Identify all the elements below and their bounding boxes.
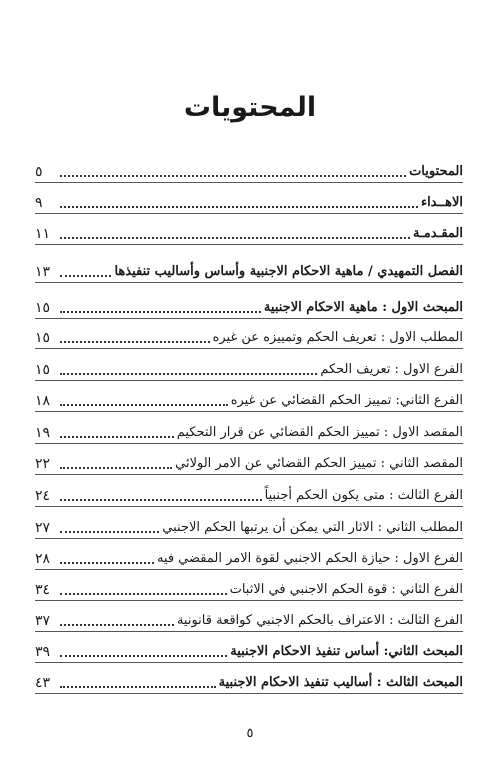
page-title: المحتويات — [183, 92, 317, 123]
toc-leader — [60, 373, 317, 375]
divider — [35, 600, 463, 601]
divider — [35, 506, 463, 507]
toc-leader — [60, 593, 227, 595]
toc-entry[interactable] — [35, 419, 489, 441]
toc-leader — [60, 467, 172, 469]
toc-leader — [60, 175, 406, 177]
toc-entry-label: المحتويات — [409, 164, 463, 179]
toc-entry-label: المطلب الاول : تعريف الحكم وتمييزه عن غيره — [212, 330, 463, 345]
toc-entry[interactable] — [35, 450, 489, 472]
toc-leader — [60, 624, 174, 626]
page-number: ٥ — [246, 726, 254, 741]
toc-entry-page: ١٣ — [35, 264, 51, 280]
toc-leader — [60, 686, 216, 688]
toc-leader — [60, 404, 228, 406]
toc-leader — [60, 311, 261, 313]
toc-entry[interactable] — [35, 669, 463, 691]
divider — [35, 538, 463, 539]
toc-entry-page: ٢٨ — [35, 551, 51, 567]
toc-entry-label: الفرع الثالث : متى يكون الحكم أجنبياً — [264, 488, 463, 503]
divider — [35, 631, 463, 632]
toc-entry-page: ٢٧ — [35, 520, 51, 536]
toc-entry-label: الفرع الثاني : قوة الحكم الاجنبي في الاثبات — [229, 582, 463, 597]
toc-entry-label: الفرع الاول : تعريف الحكم — [320, 362, 463, 377]
toc-entry[interactable] — [35, 220, 463, 242]
toc-entry[interactable] — [35, 482, 489, 504]
toc-entry[interactable] — [35, 158, 463, 180]
toc-entry-page: ٥ — [35, 164, 43, 180]
toc-entry[interactable] — [35, 545, 489, 567]
toc-entry-page: ١٥ — [35, 300, 51, 316]
divider — [35, 693, 463, 694]
toc-entry-label: المبحث الثالث : أساليب تنفيذ الاحكام الاجنبية — [218, 675, 463, 690]
toc-leader — [60, 206, 418, 208]
toc-entry-label: المطلب الثاني : الاثار التي يمكن أن يرتبها الحكم الاجنبي — [162, 520, 463, 535]
toc-leader — [60, 237, 410, 239]
toc-entry[interactable] — [35, 294, 463, 316]
divider — [35, 569, 463, 570]
toc-entry[interactable] — [35, 576, 489, 598]
toc-entry[interactable] — [35, 514, 475, 536]
divider — [35, 380, 463, 381]
toc-entry-page: ٢٢ — [35, 456, 51, 472]
toc-entry-label: المقـدمـة — [412, 226, 463, 241]
toc-entry-page: ١٨ — [35, 393, 51, 409]
toc-entry-label: الفرع الثاني: تمييز الحكم القضائي عن غيره — [230, 393, 463, 408]
toc-entry-page: ٩ — [35, 195, 43, 211]
toc-entry-label: المقصد الثاني : تمييز الحكم القضائي عن الامر الولائي — [175, 456, 463, 471]
toc-entry-page: ٤٣ — [35, 675, 51, 691]
toc-entry[interactable] — [35, 189, 463, 211]
toc-leader — [60, 275, 111, 277]
toc-entry-page: ١٥ — [35, 362, 51, 378]
divider — [35, 244, 463, 245]
toc-leader — [60, 499, 262, 501]
toc-entry-page: ١٩ — [35, 425, 51, 441]
toc-entry-label: المقصد الاول : تمييز الحكم القضائي عن قرار التحكيم — [176, 425, 463, 440]
toc-entry-page: ٣٧ — [35, 613, 51, 629]
toc-entry[interactable] — [35, 356, 489, 378]
toc-leader — [60, 341, 210, 343]
toc-leader — [60, 655, 227, 657]
toc-entry[interactable] — [35, 258, 463, 280]
toc-entry-label: الفرع الاول : حيازة الحكم الاجنبي لقوة الامر المقضي فيه — [156, 551, 463, 566]
toc-entry-page: ١١ — [35, 226, 51, 242]
toc-entry[interactable] — [35, 607, 489, 629]
divider — [35, 662, 463, 663]
toc-entry[interactable] — [35, 638, 463, 660]
divider — [35, 443, 463, 444]
toc-entry-page: ٣٩ — [35, 644, 51, 660]
toc-entry-label: الاهــداء — [420, 195, 463, 210]
toc-leader — [60, 562, 154, 564]
toc-entry-page: ٣٤ — [35, 582, 51, 598]
toc-leader — [60, 436, 174, 438]
toc-leader — [60, 531, 159, 533]
toc-entry-label: الفصل التمهيدي / ماهية الاحكام الاجنبية وأساس وأساليب تنفيذها — [114, 264, 463, 279]
divider — [35, 282, 463, 283]
divider — [35, 411, 463, 412]
divider — [35, 213, 463, 214]
toc-entry-page: ١٥ — [35, 330, 51, 346]
divider — [35, 318, 463, 319]
toc-entry[interactable] — [35, 387, 489, 409]
divider — [35, 348, 463, 349]
toc-entry-page: ٢٤ — [35, 488, 51, 504]
divider — [35, 474, 463, 475]
divider — [35, 182, 463, 183]
toc-entry-label: المبحث الثاني: أساس تنفيذ الاحكام الاجنبية — [230, 644, 463, 659]
toc-entry-label: المبحث الاول : ماهية الاحكام الاجنبية — [263, 300, 463, 315]
toc-entry[interactable] — [35, 324, 475, 346]
toc-entry-label: الفرع الثالث : الاعتراف بالحكم الاجنبي كواقعة قانونية — [176, 613, 463, 628]
